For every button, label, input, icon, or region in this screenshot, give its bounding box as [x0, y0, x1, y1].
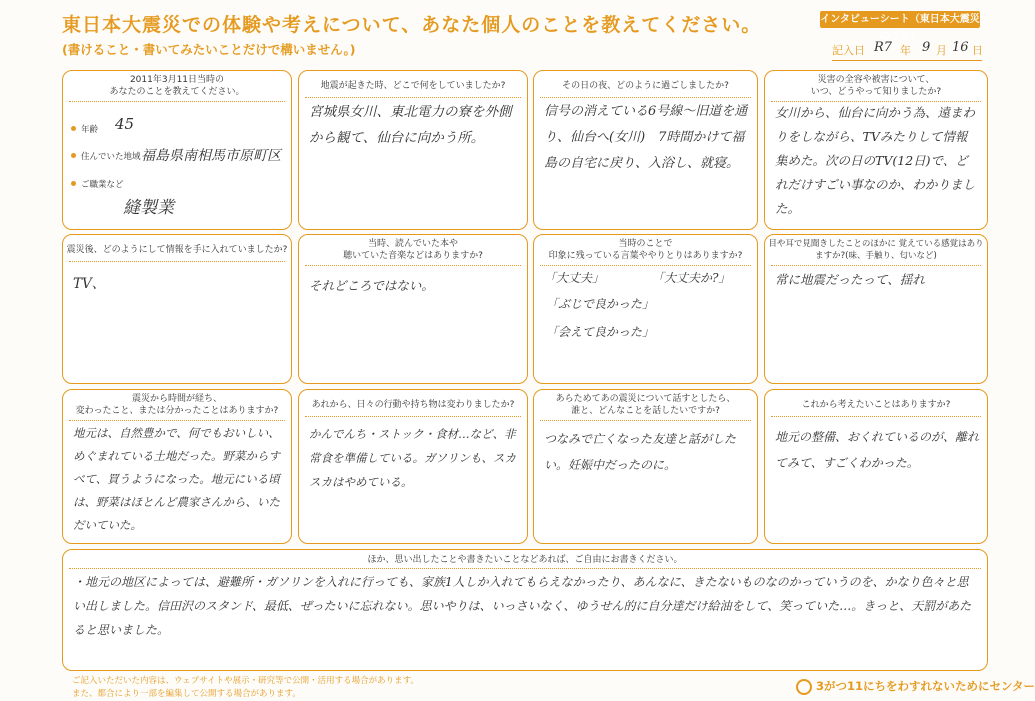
- card-heading: 震災から時間が経ち、 変わったこと、または分かったことはありますか?: [75, 394, 279, 416]
- area-label: 住んでいた地域: [81, 152, 141, 162]
- answer-quote-1: 「大丈夫」: [544, 271, 605, 285]
- card-free-comment: [62, 549, 988, 671]
- card-heading: 2011年3月11日当時の あなたのことを教えてください。: [109, 75, 245, 97]
- date-era-value: R7: [874, 40, 893, 55]
- card-q7: [764, 234, 988, 384]
- age-label: 年齢: [81, 125, 99, 135]
- logo-text: 3がつ11にちをわすれないためにセンター: [816, 679, 1035, 693]
- card-q1: [298, 70, 528, 230]
- card-heading: あらためてあの震災について話すとしたら、 誰と、どんなことを話したいですか?: [555, 394, 736, 416]
- answer-quote-4: 「会えて良かった」: [546, 325, 655, 339]
- divider: [69, 420, 285, 421]
- sheet-title: 東日本大震災での体験や考えについて、あなた個人のことを教えてください。: [62, 14, 762, 36]
- divider: [69, 261, 285, 262]
- answer-text: かんでんち・ストック・食材…など、非常食を準備している。ガソリンも、スカスカはやめている。: [309, 427, 516, 489]
- card-heading: 当時、読んでいた本や 聴いていた音楽などはありますか?: [343, 239, 483, 261]
- answer-quote-2: 「大丈夫か?」: [652, 271, 731, 285]
- card-heading: 当時のことで 印象に残っている言葉ややりとりはありますか?: [548, 239, 743, 261]
- card-q4: [62, 234, 292, 384]
- card-heading: その日の夜、どのように過ごしましたか?: [562, 81, 729, 91]
- divider: [305, 97, 521, 98]
- logo-icon: [796, 679, 812, 695]
- date-label: 記入日: [832, 44, 865, 57]
- card-q11: [764, 389, 988, 544]
- card-q10: [533, 389, 758, 544]
- footnote-1: ご記入いただいた内容は、ウェブサイトや展示・研究等で公開・活用する場合があります。: [72, 676, 419, 686]
- answer-text: ・地元の地区によっては、避難所・ガソリンを入れに行っても、家族1人しか入れてもらえなかったり、あんなに、きたないものなのかっていうのを、かなり色々と思い出しました。信田沢のスタンド、最低、ぜったいに忘れない。思いやりは、いっさいなく、ゆうせん的に自分達だけ給油をして、笑っていた…。きっと、天罰があたると思いました。: [73, 575, 972, 637]
- month-value: 9: [922, 40, 931, 55]
- sheet-subtitle: (書けること・書いてみたいことだけで構いません。): [62, 42, 356, 57]
- card-q6: [533, 234, 758, 384]
- entry-date-field: [832, 38, 982, 61]
- organization-logo: [796, 678, 1035, 695]
- bullet-icon: [71, 153, 76, 158]
- card-heading: 震災後、どのようにして情報を手に入れていましたか?: [66, 245, 288, 255]
- answer-text: 信号の消えている6号線〜旧道を通り、仙台へ(女川) 7時間かけて福島の自宅に戻り、入浴し、就寝。: [544, 104, 748, 171]
- sheet-type-badge: インタビューシート（東日本大震災のこと）: [820, 11, 980, 28]
- divider: [771, 416, 981, 417]
- card-heading: あれから、日々の行動や持ち物は変わりましたか?: [311, 400, 515, 410]
- answer-text: 宮城県女川、東北電力の寮を外側から観て、仙台に向かう所。: [309, 104, 512, 146]
- answer-text: 地元は、自然豊かで、何でもおいしい、めぐまれている土地だった。野菜からすべて、買うようになった。地元にいる頃は、野菜はほとんど農家さんから、いただいていた。: [73, 426, 280, 532]
- answer-text: つなみで亡くなった友達と話がしたい。妊娠中だったのに。: [544, 432, 737, 472]
- age-value: 45: [115, 115, 135, 133]
- card-heading: ほか、思い出したことや書きたいことなどあれば、ご自由にお書きください。: [367, 555, 683, 565]
- card-q2: [533, 70, 758, 230]
- divider: [540, 97, 751, 98]
- month-label: 月: [936, 44, 947, 57]
- answer-text: それどころではない。: [309, 278, 434, 293]
- card-q8: [62, 389, 292, 544]
- job-value: 縫製業: [123, 198, 174, 218]
- answer-text: 常に地震だったって、揺れ: [775, 272, 925, 287]
- card-q5: [298, 234, 528, 384]
- divider: [69, 101, 285, 102]
- answer-text: 女川から、仙台に向かう為、遠まわりをしながら、TVみたりして情報集めた。次の日のTV(12日)で、どれだけすごい事なのか、わかりました。: [775, 105, 976, 216]
- area-value: 福島県南相馬市原町区: [141, 148, 281, 164]
- bullet-icon: [71, 126, 76, 131]
- divider: [305, 265, 521, 266]
- day-value: 16: [952, 40, 969, 55]
- footnote-2: また、都合により一部を編集して公開する場合があります。: [72, 689, 301, 699]
- divider: [540, 420, 751, 421]
- year-label: 年: [900, 44, 911, 57]
- answer-quote-3: 「ぶじで良かった」: [546, 297, 655, 311]
- card-heading: 地震が起きた時、どこで何をしていましたか?: [320, 81, 506, 91]
- answer-text: TV、: [73, 276, 106, 292]
- job-label: ご職業など: [81, 180, 124, 190]
- divider: [771, 265, 981, 266]
- divider: [69, 568, 981, 569]
- answer-text: 地元の整備、おくれているのが、離れてみて、すごくわかった。: [775, 430, 980, 470]
- card-heading: これから考えたいことはありますか?: [801, 400, 951, 410]
- card-q3: [764, 70, 988, 230]
- day-label: 日: [972, 44, 983, 57]
- card-profile: [62, 70, 292, 230]
- card-heading: 災害の全容や被害について、 いつ、どうやって知りましたか?: [810, 75, 942, 97]
- card-q9: [298, 389, 528, 544]
- card-heading: 目や耳で見聞きしたことのほかに 覚えている感覚はありますか?(味、手触り、匂いなど): [768, 239, 984, 261]
- divider: [305, 416, 521, 417]
- bullet-icon: [71, 181, 76, 186]
